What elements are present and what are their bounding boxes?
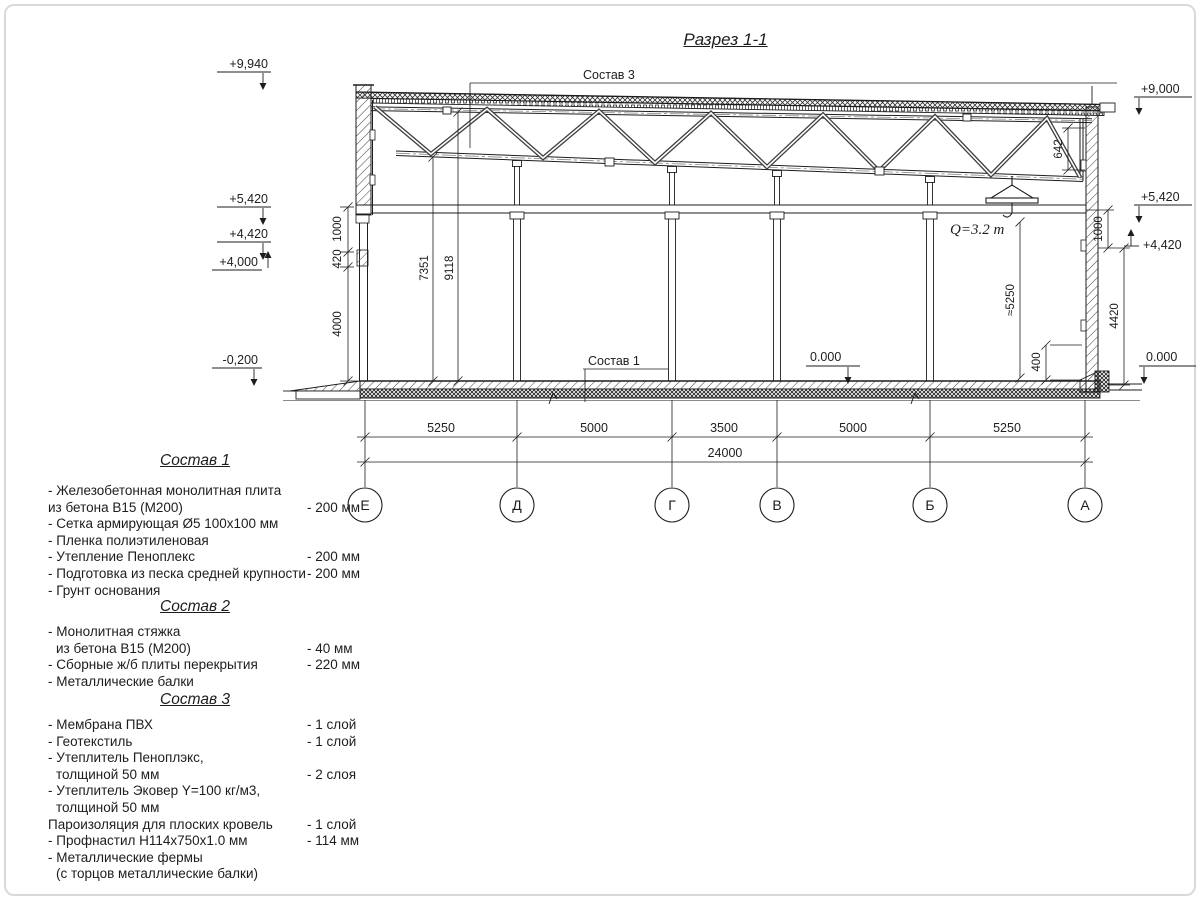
elevation-9000: +9,000 bbox=[1141, 82, 1180, 96]
svg-text:9118: 9118 bbox=[444, 255, 456, 281]
list-item: (с торцов металлические балки) bbox=[56, 866, 258, 882]
svg-text:Д: Д bbox=[512, 497, 522, 513]
list-item: - Монолитная стяжка bbox=[48, 624, 181, 639]
comp2-heading: Состав 2 bbox=[160, 598, 230, 615]
elevation-4000: +4,000 bbox=[219, 255, 258, 269]
dimension-labels-horizontal bbox=[427, 421, 1021, 460]
crane-hoist bbox=[986, 176, 1038, 217]
list-item: из бетона В15 (М200) - 40 мм bbox=[56, 640, 353, 656]
svg-text:В: В bbox=[772, 497, 782, 513]
svg-text:7351: 7351 bbox=[419, 255, 431, 281]
list-item: - Мембрана ПВХ - 1 слой bbox=[48, 717, 357, 732]
axis-bubbles bbox=[348, 488, 1102, 522]
list-item: - Сетка армирующая Ø5 100х100 мм bbox=[48, 516, 279, 532]
callout-sostav3: Состав 3 bbox=[583, 68, 635, 82]
columns bbox=[510, 161, 937, 382]
svg-text:24000: 24000 bbox=[707, 446, 743, 460]
svg-text:Е: Е bbox=[360, 497, 370, 513]
svg-text:≈5250: ≈5250 bbox=[1005, 284, 1017, 316]
comp3-list bbox=[48, 717, 388, 883]
list-item: - Утеплитель Эковер Y=100 кг/м3, bbox=[48, 783, 261, 799]
list-item: толщиной 50 мм bbox=[56, 799, 160, 815]
svg-text:1000: 1000 bbox=[1093, 216, 1105, 242]
truss-web-members bbox=[375, 107, 1080, 177]
list-item: - Металлические фермы bbox=[48, 849, 203, 865]
crane-capacity-label: Q=3.2 т bbox=[950, 222, 1005, 238]
elevation-5420-left: +5,420 bbox=[229, 192, 268, 206]
svg-text:Б: Б bbox=[925, 497, 935, 513]
list-item: Пароизоляция для плоских кровель - 1 слой bbox=[48, 816, 357, 832]
comp2-list bbox=[48, 624, 388, 690]
svg-text:А: А bbox=[1080, 497, 1090, 513]
comp1-list bbox=[48, 483, 388, 599]
comp1-heading: Состав 1 bbox=[160, 452, 230, 469]
list-item: - Утепление Пеноплекс - 200 мм bbox=[48, 549, 361, 565]
roof-truss bbox=[371, 107, 1092, 182]
list-item: - Пленка полиэтиленовая bbox=[48, 532, 209, 548]
list-item: - Сборные ж/б плиты перекрытия - 220 мм bbox=[48, 657, 361, 673]
elevation-minus0200: -0,200 bbox=[222, 353, 258, 367]
svg-text:5250: 5250 bbox=[427, 421, 455, 435]
list-item: - Профнастил Н114х750х1.0 мм - 114 мм bbox=[48, 833, 360, 849]
list-item: - Геотекстиль - 1 слой bbox=[48, 733, 357, 749]
drawing-title: Разрез 1-1 bbox=[683, 30, 768, 49]
elevation-4420-right: +4,420 bbox=[1143, 238, 1182, 252]
floor-slab bbox=[283, 371, 1142, 404]
elevation-5420-right: +5,420 bbox=[1141, 190, 1180, 204]
svg-text:420: 420 bbox=[332, 249, 344, 269]
svg-text:4000: 4000 bbox=[332, 311, 344, 337]
list-item: - Металлические балки bbox=[48, 673, 194, 689]
list-item: - Грунт основания bbox=[48, 582, 161, 598]
elevation-9940: +9,940 bbox=[229, 57, 268, 71]
right-wall bbox=[1081, 107, 1098, 392]
svg-text:400: 400 bbox=[1031, 352, 1043, 372]
axis-letters bbox=[360, 497, 1090, 513]
svg-text:5000: 5000 bbox=[580, 421, 608, 435]
list-item: из бетона В15 (М200) - 200 мм bbox=[48, 499, 361, 515]
elevation-0000-inner: 0.000 bbox=[810, 350, 842, 364]
elevation-4420-left: +4,420 bbox=[229, 227, 268, 241]
svg-text:5250: 5250 bbox=[993, 421, 1021, 435]
svg-text:Г: Г bbox=[668, 497, 676, 513]
svg-text:4420: 4420 bbox=[1109, 303, 1121, 329]
runway-beam bbox=[371, 205, 1086, 213]
svg-text:1000: 1000 bbox=[332, 216, 344, 242]
callout-sostav1: Состав 1 bbox=[588, 354, 640, 368]
list-item: - Утеплитель Пеноплэкс, bbox=[48, 750, 204, 766]
list-item: - Подготовка из песка средней крупности - 200 мм bbox=[48, 565, 361, 581]
svg-text:3500: 3500 bbox=[710, 421, 738, 435]
elevation-0000-right: 0.000 bbox=[1146, 350, 1178, 364]
dimensions-vertical bbox=[340, 108, 1130, 390]
dimensions-horizontal bbox=[357, 400, 1093, 487]
svg-text:642: 642 bbox=[1053, 139, 1065, 159]
left-wall bbox=[353, 85, 375, 381]
comp3-heading: Состав 3 bbox=[160, 691, 230, 708]
list-item: - Железобетонная монолитная плита bbox=[48, 483, 282, 498]
list-item: толщиной 50 мм - 2 слоя bbox=[56, 766, 357, 782]
svg-text:5000: 5000 bbox=[839, 421, 867, 435]
